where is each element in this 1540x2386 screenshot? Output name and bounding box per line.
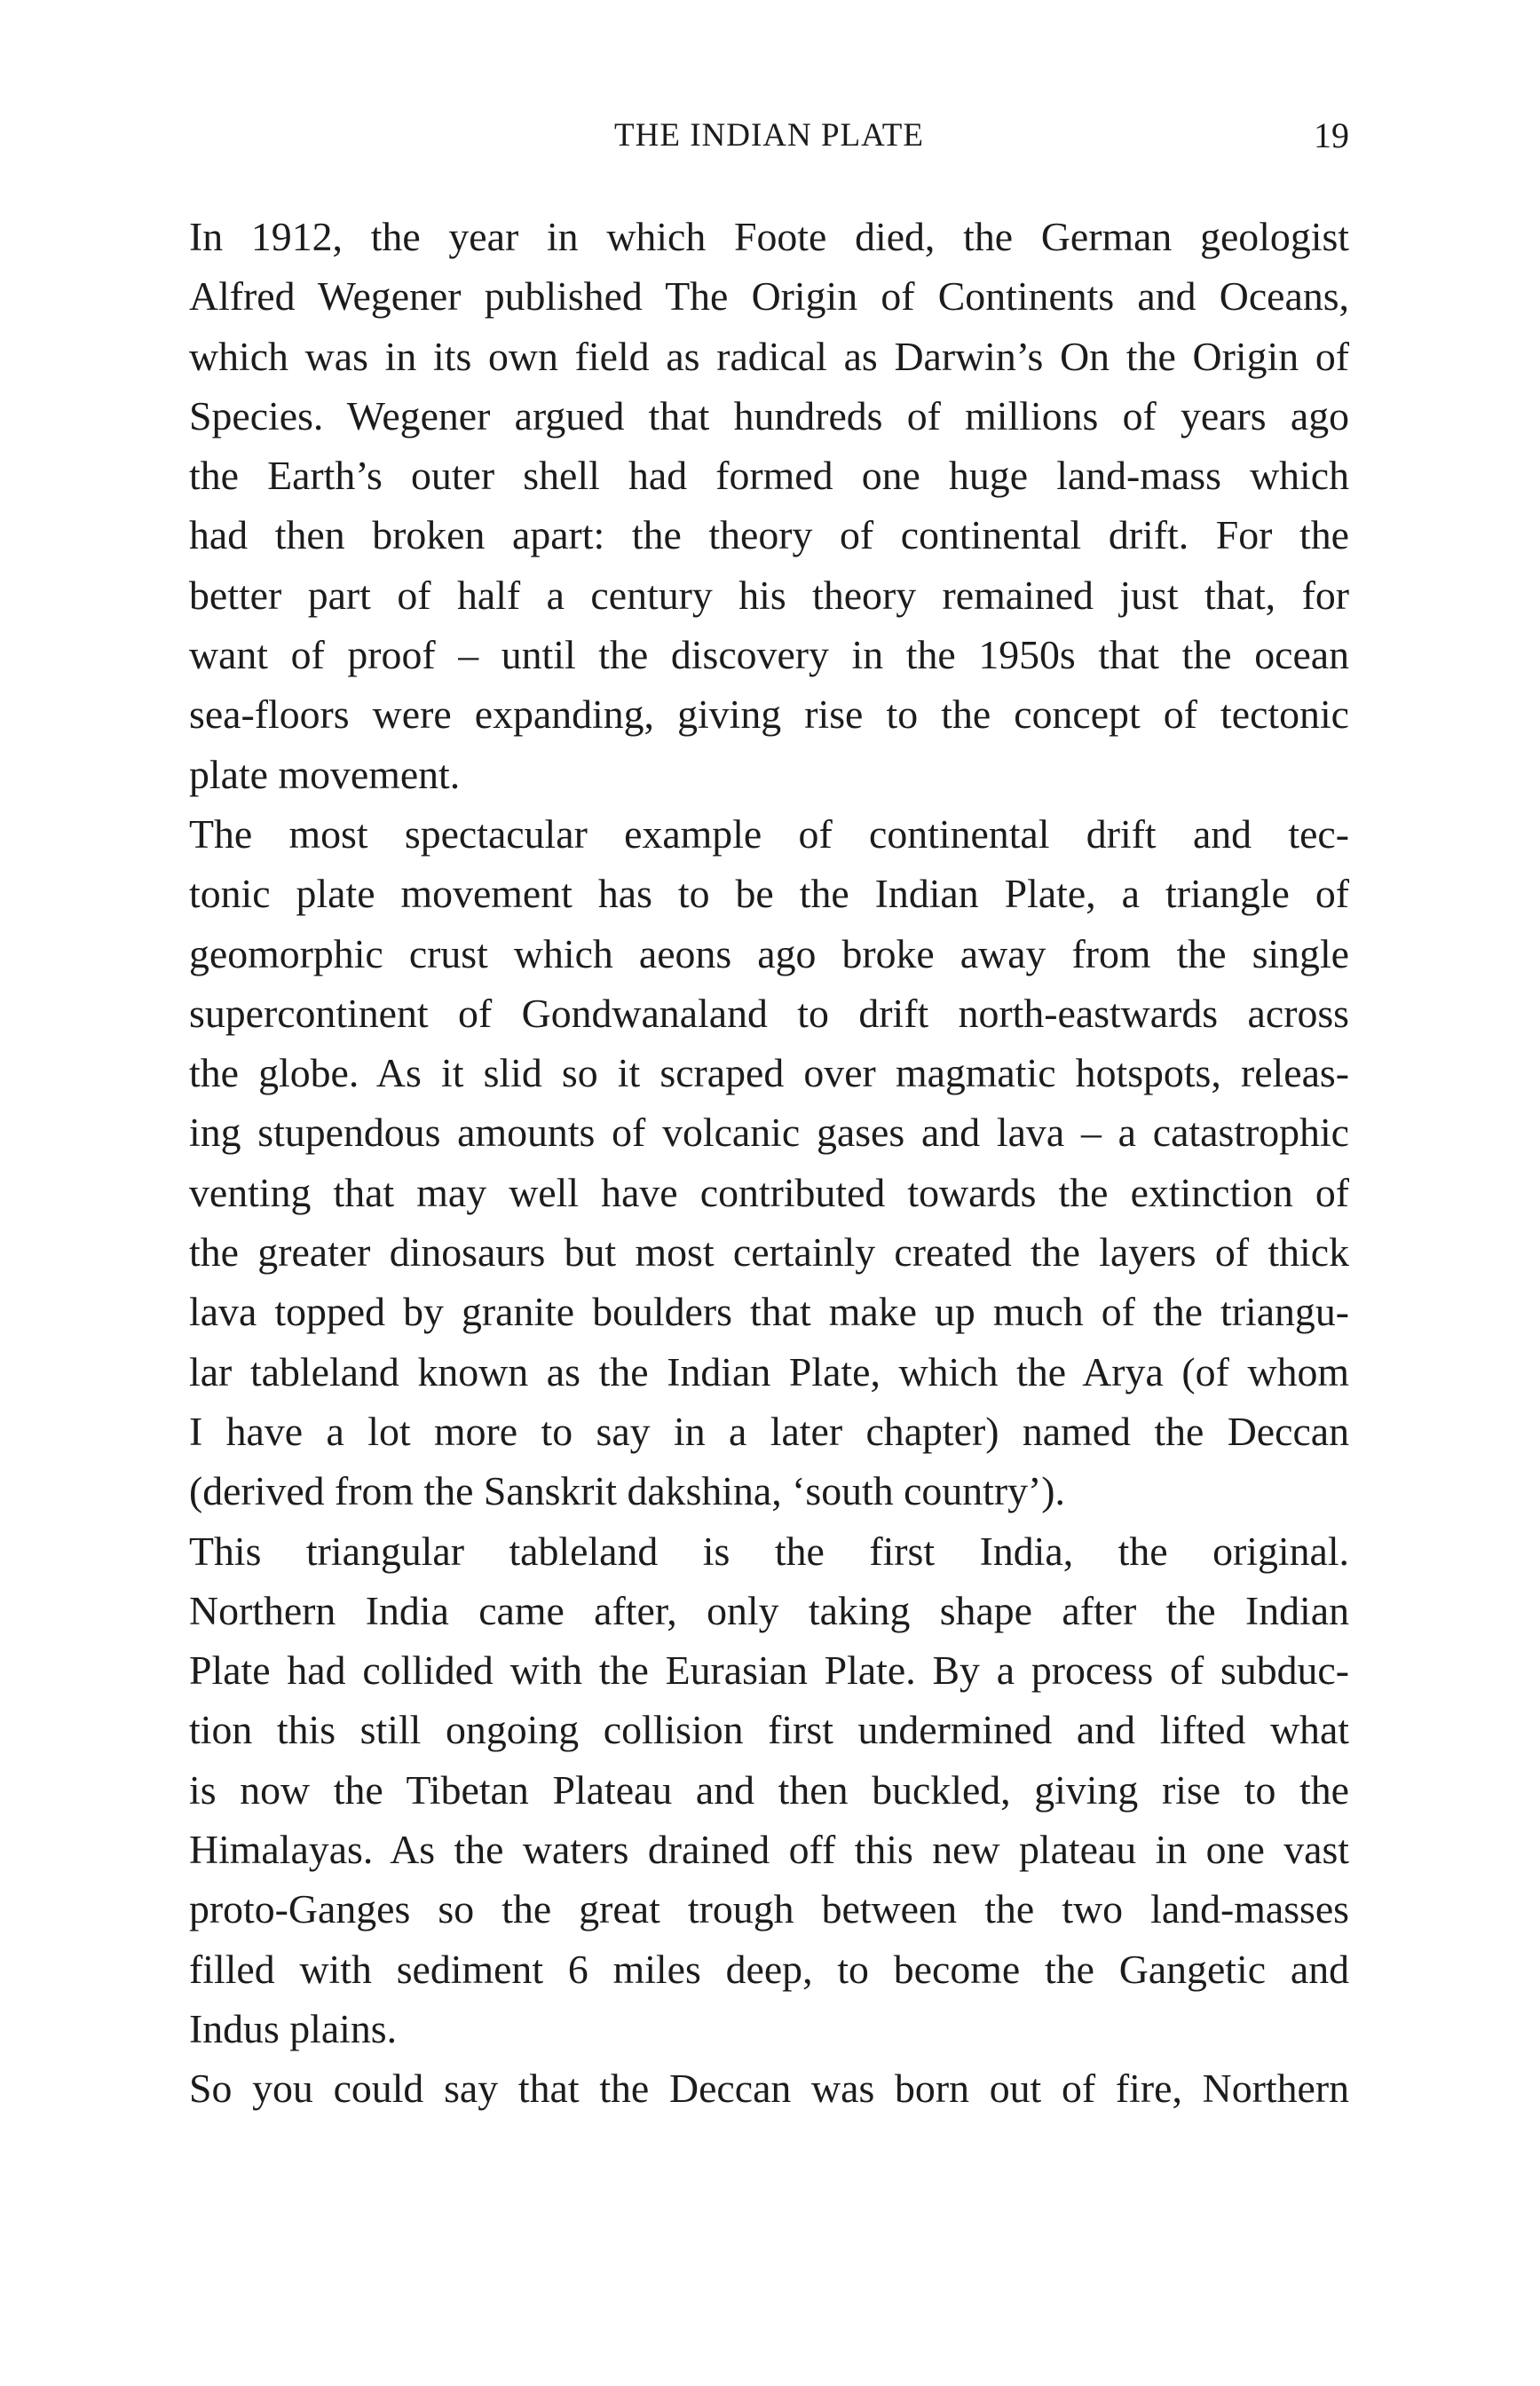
text-line: filled with sediment 6 miles deep, to become the Gangetic and [189,1946,1349,1992]
text-line: Species. Wegener argued that hundreds of millions of years ago [189,392,1349,438]
text-line: (derived from the Sanskrit dakshina, ‘south country’). [189,1468,1065,1514]
body-text [189,207,1349,2119]
text-line: The most spectacular example of continental drift and tec- [189,810,1349,857]
text-line: sea-floors were expanding, giving rise to the concept of tectonic [189,691,1349,738]
text-line: tonic plate movement has to be the Indian Plate, a triangle of [189,871,1349,917]
text-line: better part of half a century his theory remained just that, for [189,572,1349,618]
text-line: So you could say that the Deccan was born out of fire, Northern [189,2066,1349,2112]
text-line: venting that may well have contributed towards the extinction of [189,1169,1349,1215]
text-line: ing stupendous amounts of volcanic gases and lava – a catastrophic [189,1110,1349,1156]
text-line: Indus plains. [189,2005,398,2051]
text-line: Himalayas. As the waters drained off this new plateau in one vast [189,1827,1349,1873]
text-line: lar tableland known as the Indian Plate, which the Arya (of whom [189,1348,1349,1394]
text-line: supercontinent of Gondwanaland to drift north-eastwards across [189,990,1349,1036]
text-line: In 1912, the year in which Foote died, the German geologist [189,214,1349,259]
running-title: THE INDIAN PLATE [614,117,924,154]
text-line: which was in its own field as radical as Darwin’s On the Origin of [189,333,1349,379]
text-line: had then broken apart: the theory of continental drift. For the [189,512,1349,558]
text-line: the Earth’s outer shell had formed one huge land-mass which [189,453,1349,499]
text-line: the globe. As it slid so it scraped over magmatic hotspots, releas- [189,1050,1349,1096]
text-line: Northern India came after, only taking shape after the Indian [189,1587,1349,1633]
text-line: want of proof – until the discovery in the 1950s that the ocean [189,632,1349,678]
text-line: I have a lot more to say in a later chapter) named the Deccan [189,1408,1349,1454]
text-line: the greater dinosaurs but most certainly created the layers of thick [189,1229,1349,1276]
text-line: This triangular tableland is the first India, the original. [189,1528,1349,1574]
running-head [189,114,1349,158]
text-line: Plate had collided with the Eurasian Plate. By a process of subduc- [189,1647,1349,1694]
text-line: plate movement. [189,751,461,797]
text-line: tion this still ongoing collision first undermined and lifted what [189,1707,1349,1753]
text-line: Alfred Wegener published The Origin of Continents and Oceans, [189,273,1349,320]
text-line: geomorphic crust which aeons ago broke away from the single [189,930,1349,976]
text-line: is now the Tibetan Plateau and then buckled, giving rise to the [189,1766,1349,1813]
text-line: lava topped by granite boulders that make up much of the triangu- [189,1289,1349,1335]
page-number: 19 [1314,115,1349,155]
text-line: proto-Ganges so the great trough between the two land-masses [189,1886,1349,1932]
